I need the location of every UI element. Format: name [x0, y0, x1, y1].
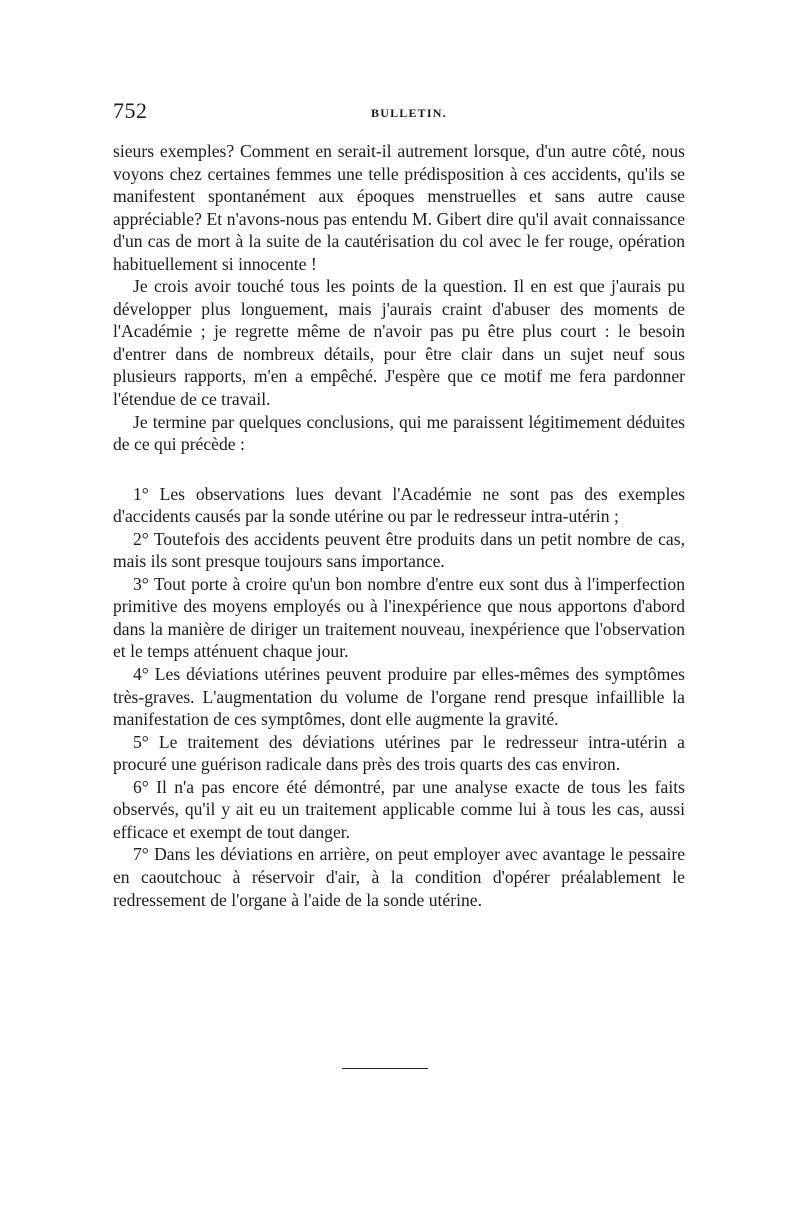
paragraph-conclusions-intro: Je termine par quelques conclusions, qui me paraissent légitimement déduites de ce qui précède : [113, 411, 685, 455]
page-header [113, 98, 685, 128]
conclusion-item-2: 2° Toutefois des accidents peuvent être produits dans un petit nombre de cas, mais ils sont presque toujours sans importance. [113, 528, 685, 572]
conclusion-item-6: 6° Il n'a pas encore été démontré, par une analyse exacte de tous les faits observés, qu'il y ait eu un traitement applicable comme lui à tous les cas, aussi efficace et exempt de tout danger. [113, 776, 685, 842]
body-text [113, 140, 685, 911]
conclusion-item-1: 1° Les observations lues devant l'Académie ne sont pas des exemples d'accidents causés par la sonde utérine ou par le redresseur intra-utérin ; [113, 483, 685, 527]
conclusion-item-5: 5° Le traitement des déviations utérines par le redresseur intra-utérin a procuré une guérison radicale dans près des trois quarts des cas environ. [113, 731, 685, 775]
running-title: BULLETIN. [371, 106, 447, 120]
conclusion-item-3: 3° Tout porte à croire qu'un bon nombre d'entre eux sont dus à l'imperfection primitive des moyens employés ou à l'inexpérience que nous apportons d'abord dans la manière de diriger un traitement nouveau, inexpérience que l'observation et le temps atténuent chaque jour. [113, 573, 685, 662]
conclusion-item-7: 7° Dans les déviations en arrière, on peut employer avec avantage le pessaire en caoutchouc à réservoir d'air, à la condition d'opérer préalablement le redressement de l'organe à l'aide de la sonde utérine. [113, 844, 685, 910]
paragraph-closing-remarks: Je crois avoir touché tous les points de la question. Il en est que j'aurais pu développer plus longuement, mais j'aurais craint d'abuser des moments de l'Académie ; je regrette même de n'avoir pas pu être plus court : le besoin d'entrer dans de nombreux détails, pour être clair dans un sujet neuf sous plusieurs rapports, m'en a empêché. J'espère que ce motif me fera pardonner l'étendue de ce travail. [113, 276, 685, 410]
conclusion-item-4: 4° Les déviations utérines peuvent produire par elles-mêmes des symptômes très-graves. L'augmentation du volume de l'organe rend presque infaillible la manifestation de ces symptômes, dont elle augmente la gravité. [113, 664, 685, 730]
end-rule [342, 1068, 428, 1069]
paragraph-continuation: sieurs exemples? Comment en serait-il autrement lorsque, d'un autre côté, nous voyons chez certaines femmes une telle prédisposition à ces accidents, qu'ils se manifestent spontanément aux époques menstruelles et sans autre cause appréciable? Et n'avons-nous pas entendu M. Gibert dire qu'il avait connaissance d'un cas de mort à la suite de la cautérisation du col avec le fer rouge, opération habituellement si innocente ! [113, 141, 685, 274]
page-number: 752 [113, 98, 148, 123]
